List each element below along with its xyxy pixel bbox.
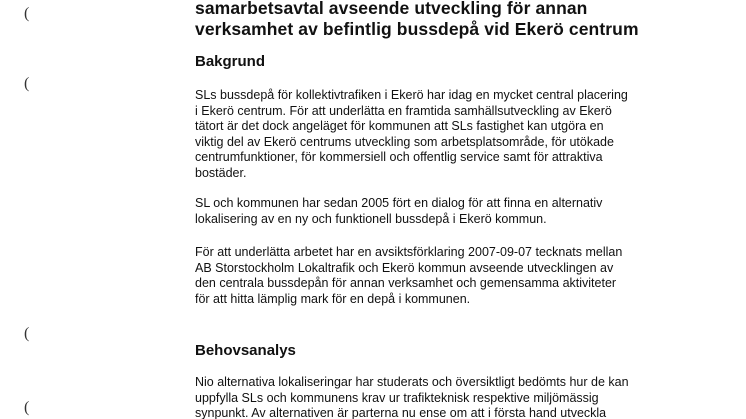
text-line: SLs bussdepå för kollektivtrafiken i Ekerö har idag en mycket central placering: [195, 88, 628, 102]
text-line: i Ekerö centrum. För att underlätta en framtida samhällsutveckling av Ekerö: [195, 103, 612, 118]
section-heading-behovsanalys: Behovsanalys: [195, 342, 296, 359]
text-line: lokalisering av en ny och funktionell bussdepå i Ekerö kommun.: [195, 211, 547, 226]
text-line: tätort är det dock angeläget för kommunen att SLs fastighet kan utgöra en: [195, 119, 604, 133]
text-line: SL och kommunen har sedan 2005 fört en dialog för att finna en alternativ: [195, 196, 603, 210]
text-line: AB Storstockholm Lokaltrafik och Ekerö kommun avseende utvecklingen av: [195, 260, 614, 275]
margin-bracket-mark: (: [24, 399, 30, 416]
margin-bracket-mark: (: [24, 325, 30, 342]
title-line: samarbetsavtal avseende utveckling för annan: [195, 0, 588, 18]
text-line: Nio alternativa lokaliseringar har studerats och översiktligt bedömts hur de kan: [195, 375, 629, 389]
text-line: För att underlätta arbetet har en avsiktsförklaring 2007-09-07 tecknats mellan: [195, 245, 623, 259]
paragraph: [195, 88, 675, 181]
title-line: verksamhet av befintlig bussdepå vid Ekerö centrum: [195, 19, 639, 39]
text-line: uppfylla SLs och kommunens krav ur trafikteknisk respektive miljömässig: [195, 390, 599, 405]
text-line: synpunkt. Av alternativen är parterna nu ense om att i första hand utveckla: [195, 406, 607, 419]
section-heading-bakgrund: Bakgrund: [195, 53, 266, 70]
paragraph: [195, 245, 675, 307]
margin-bracket-mark: (: [24, 75, 30, 92]
paragraph: [195, 196, 675, 227]
text-line: centrumfunktioner, för kommersiell och offentlig service samt för attraktiva: [195, 150, 603, 164]
text-line: den centrala bussdepån för annan verksamhet och gemensamma aktiviteter: [195, 276, 617, 290]
document-title: [195, 0, 715, 40]
text-line: för att hitta lämplig mark för en depå i kommunen.: [195, 291, 471, 306]
paragraph: [195, 375, 675, 419]
margin-bracket-mark: (: [24, 5, 30, 22]
text-line: bostäder.: [195, 165, 247, 180]
text-line: viktig del av Ekerö centrums utveckling som arbetsplatsområde, för utökade: [195, 134, 614, 149]
